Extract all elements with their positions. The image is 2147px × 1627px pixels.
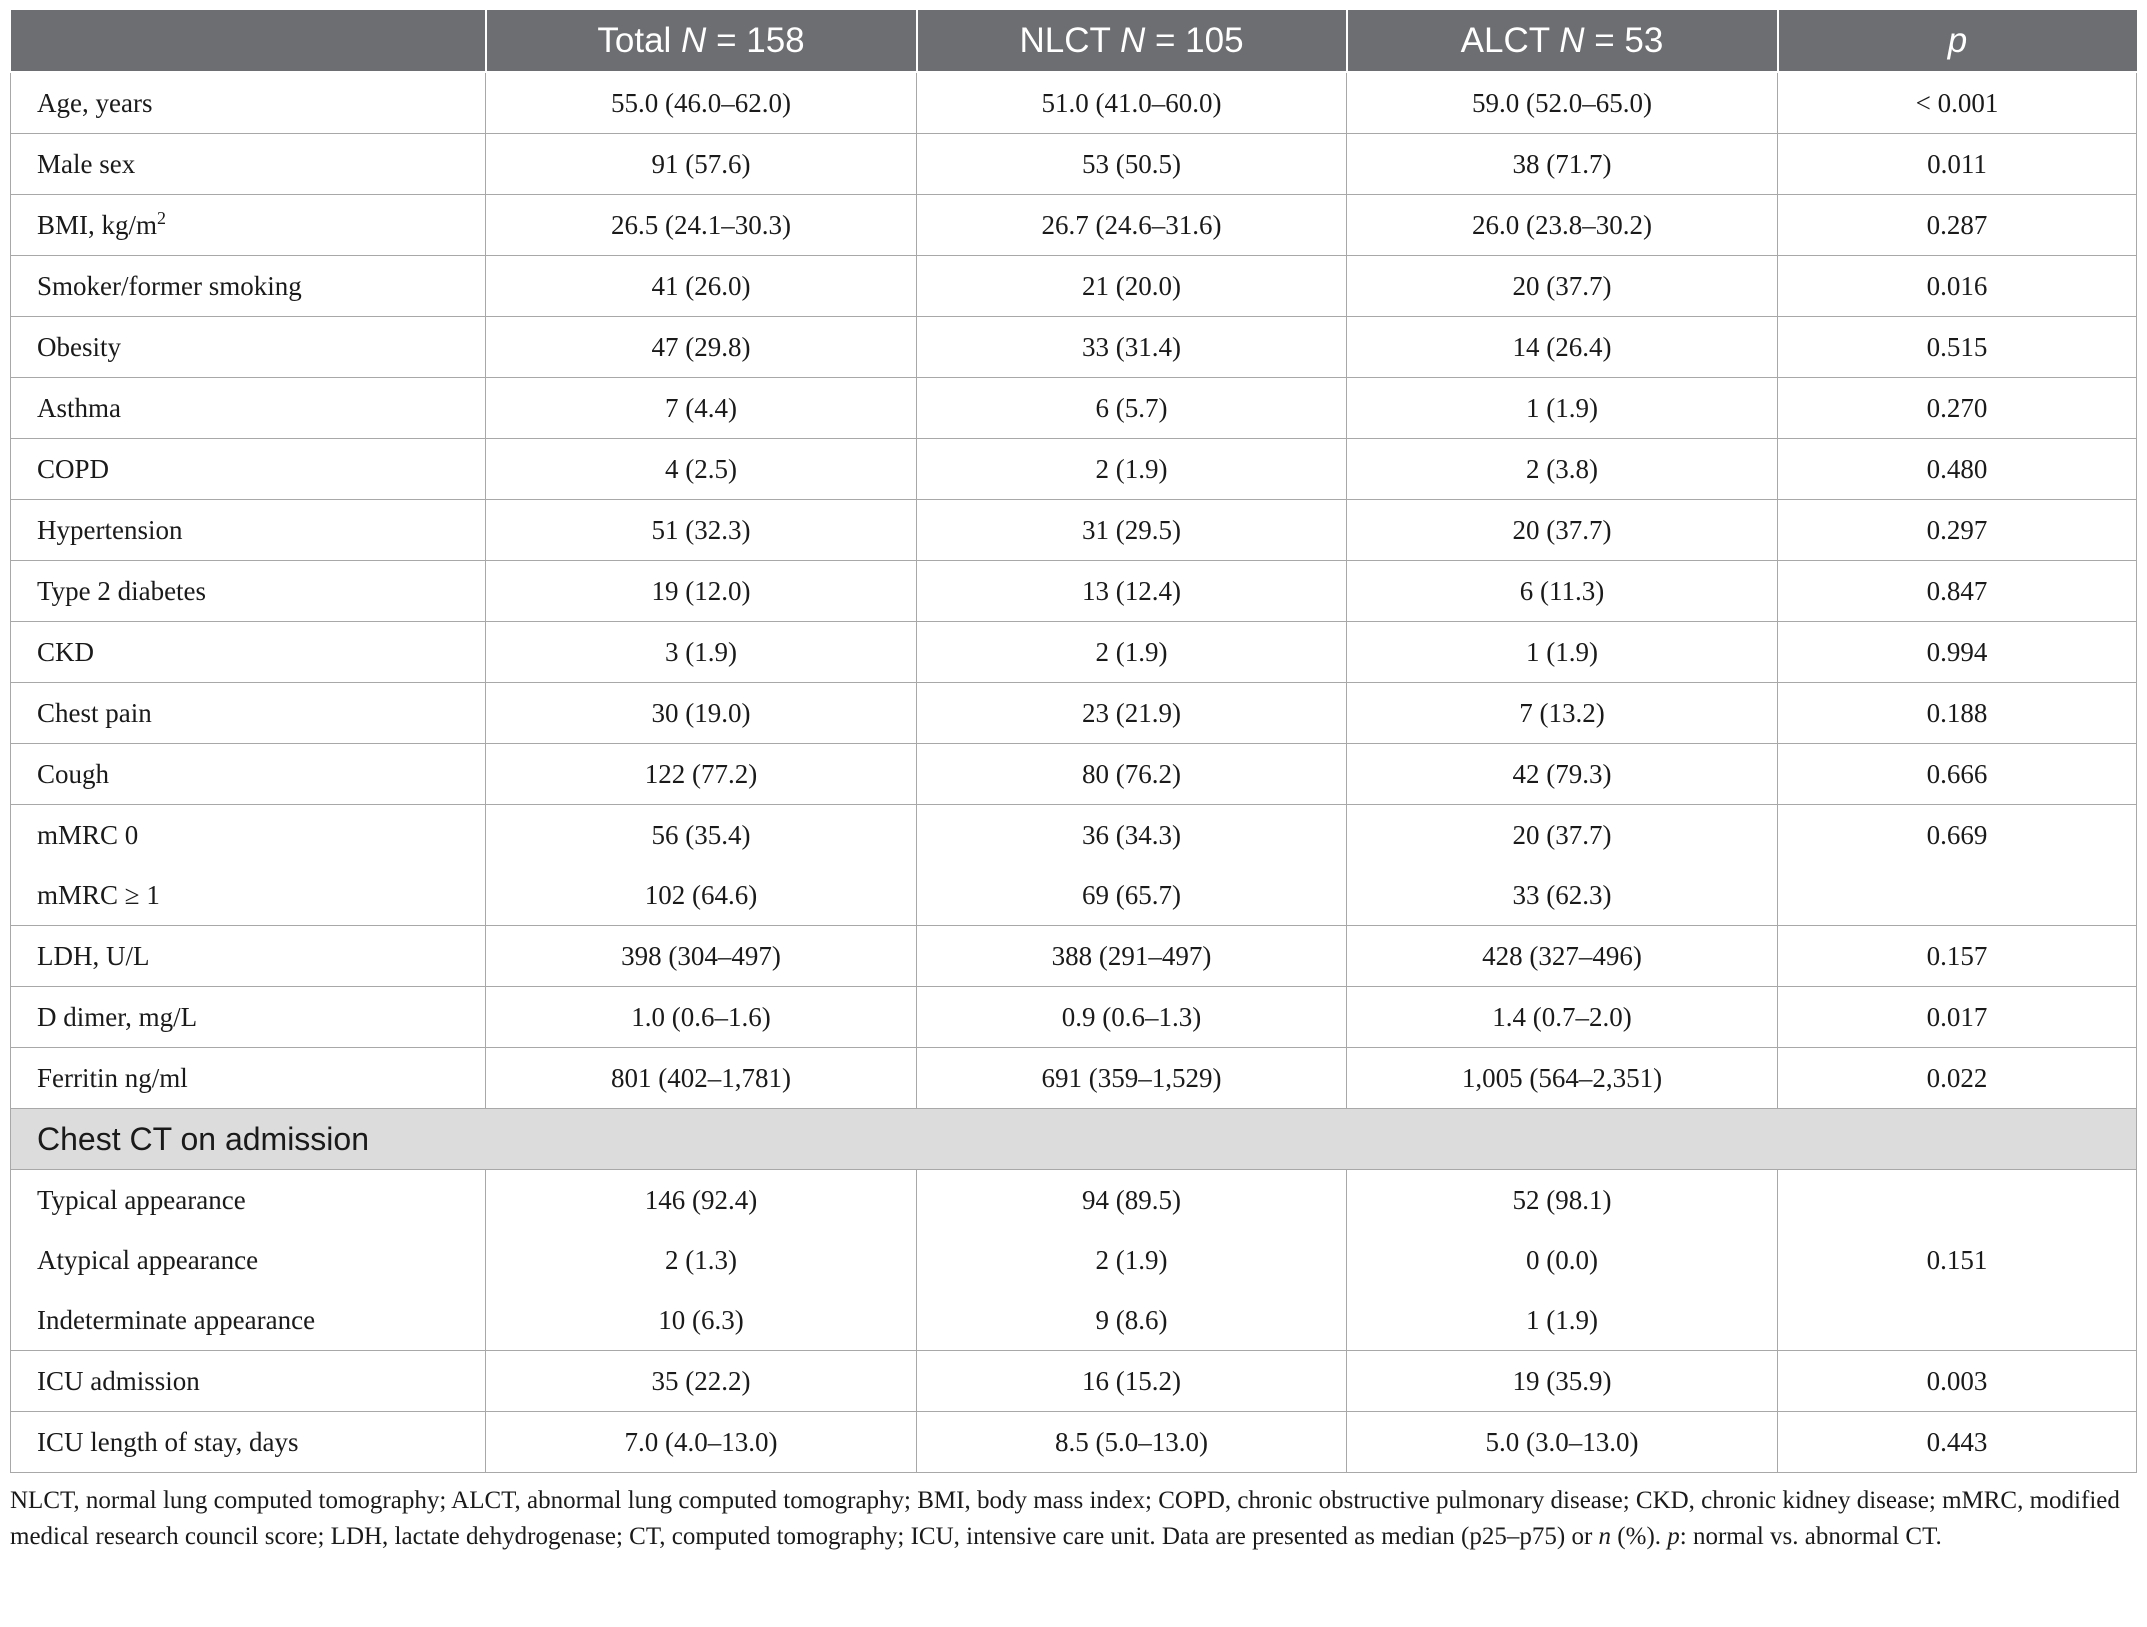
cell-nlct: 691 (359–1,529) — [917, 1048, 1347, 1109]
table-row-mmrc — [11, 805, 2137, 866]
cell-alct: 6 (11.3) — [1347, 561, 1778, 622]
cell-total: 35 (22.2) — [486, 1351, 917, 1412]
cell-total: 801 (402–1,781) — [486, 1048, 917, 1109]
cell-p: 0.847 — [1778, 561, 2137, 622]
row-label-text: BMI, kg/m — [37, 209, 158, 240]
cell-total: 91 (57.6) — [486, 134, 917, 195]
header-total-prefix: Total — [597, 20, 672, 60]
table-row — [11, 1412, 2137, 1473]
cell-p: 0.669 — [1778, 805, 2137, 866]
cell-total: 3 (1.9) — [486, 622, 917, 683]
table-row — [11, 72, 2137, 134]
cell-nlct: 80 (76.2) — [917, 744, 1347, 805]
table-row — [11, 1351, 2137, 1412]
row-label: mMRC 0 — [11, 805, 486, 866]
footnote-part1: NLCT, normal lung computed tomography; ALCT, abnormal lung computed tomography; BMI, body mass index; COPD, chronic obstructive pulmonary disease; CKD, chronic kidney disease; mMRC, modified medical research council score; LDH, lactate dehydrogenase; CT, computed tomography; ICU, intensive care unit. Data are presented as median (p25–p75) or — [10, 1487, 2120, 1550]
cell-total: 1.0 (0.6–1.6) — [486, 987, 917, 1048]
table-row-ct — [11, 1170, 2137, 1231]
header-total-n-symbol: N — [681, 20, 707, 60]
table-row-mmrc — [11, 865, 2137, 926]
row-label: Typical appearance — [11, 1170, 486, 1231]
cell-p: 0.017 — [1778, 987, 2137, 1048]
cell-alct: 42 (79.3) — [1347, 744, 1778, 805]
cell-alct: 59.0 (52.0–65.0) — [1347, 72, 1778, 134]
cell-alct: 1 (1.9) — [1347, 622, 1778, 683]
cell-alct: 1,005 (564–2,351) — [1347, 1048, 1778, 1109]
cell-p: 0.515 — [1778, 317, 2137, 378]
cell-nlct: 53 (50.5) — [917, 134, 1347, 195]
table-row — [11, 500, 2137, 561]
cell-p-empty — [1778, 865, 2137, 926]
header-label-column — [11, 10, 486, 72]
cell-alct: 20 (37.7) — [1347, 805, 1778, 866]
table-row — [11, 926, 2137, 987]
cell-total: 47 (29.8) — [486, 317, 917, 378]
header-alct-n-symbol: N — [1559, 20, 1585, 60]
table-row — [11, 683, 2137, 744]
footnote-part3: : normal vs. abnormal CT. — [1679, 1523, 1942, 1550]
row-label: Type 2 diabetes — [11, 561, 486, 622]
cell-p: 0.480 — [1778, 439, 2137, 500]
row-label: D dimer, mg/L — [11, 987, 486, 1048]
cell-alct: 26.0 (23.8–30.2) — [1347, 195, 1778, 256]
table-row — [11, 439, 2137, 500]
section-row-chest-ct — [11, 1109, 2137, 1170]
cell-p: 0.270 — [1778, 378, 2137, 439]
row-label: Indeterminate appearance — [11, 1290, 486, 1351]
header-nlct-n: = 105 — [1154, 20, 1244, 60]
cell-nlct: 21 (20.0) — [917, 256, 1347, 317]
cell-nlct: 33 (31.4) — [917, 317, 1347, 378]
header-row — [11, 10, 2137, 72]
cell-total: 122 (77.2) — [486, 744, 917, 805]
cell-nlct: 31 (29.5) — [917, 500, 1347, 561]
row-label: Cough — [11, 744, 486, 805]
cell-p: 0.287 — [1778, 195, 2137, 256]
table-row — [11, 195, 2137, 256]
cell-total: 2 (1.3) — [486, 1230, 917, 1290]
row-label-superscript: 2 — [157, 207, 167, 228]
cell-nlct: 13 (12.4) — [917, 561, 1347, 622]
cell-p: 0.297 — [1778, 500, 2137, 561]
cell-alct: 52 (98.1) — [1347, 1170, 1778, 1231]
cell-total: 30 (19.0) — [486, 683, 917, 744]
header-nlct-prefix: NLCT — [1019, 20, 1111, 60]
row-label: Smoker/former smoking — [11, 256, 486, 317]
row-label: Age, years — [11, 72, 486, 134]
row-label: ICU length of stay, days — [11, 1412, 486, 1473]
cell-alct: 0 (0.0) — [1347, 1230, 1778, 1290]
cell-p: 0.016 — [1778, 256, 2137, 317]
table-row — [11, 561, 2137, 622]
cell-p: < 0.001 — [1778, 72, 2137, 134]
cell-total: 56 (35.4) — [486, 805, 917, 866]
cell-total: 51 (32.3) — [486, 500, 917, 561]
row-label: CKD — [11, 622, 486, 683]
table-row — [11, 256, 2137, 317]
cell-p: 0.994 — [1778, 622, 2137, 683]
table-row — [11, 134, 2137, 195]
cell-nlct: 2 (1.9) — [917, 622, 1347, 683]
cell-total: 7 (4.4) — [486, 378, 917, 439]
header-p-label: p — [1947, 20, 1968, 60]
table-container — [10, 10, 2136, 1555]
cell-nlct: 23 (21.9) — [917, 683, 1347, 744]
row-label: Hypertension — [11, 500, 486, 561]
characteristics-table — [10, 10, 2137, 1473]
cell-alct: 38 (71.7) — [1347, 134, 1778, 195]
cell-nlct: 16 (15.2) — [917, 1351, 1347, 1412]
cell-nlct: 94 (89.5) — [917, 1170, 1347, 1231]
cell-p: 0.011 — [1778, 134, 2137, 195]
cell-nlct: 0.9 (0.6–1.3) — [917, 987, 1347, 1048]
cell-nlct: 6 (5.7) — [917, 378, 1347, 439]
row-label: LDH, U/L — [11, 926, 486, 987]
footnote-n-symbol: n — [1598, 1523, 1612, 1550]
table-row — [11, 987, 2137, 1048]
cell-alct: 428 (327–496) — [1347, 926, 1778, 987]
cell-alct: 14 (26.4) — [1347, 317, 1778, 378]
cell-total: 398 (304–497) — [486, 926, 917, 987]
cell-nlct: 9 (8.6) — [917, 1290, 1347, 1351]
cell-nlct: 26.7 (24.6–31.6) — [917, 195, 1347, 256]
cell-alct: 1 (1.9) — [1347, 1290, 1778, 1351]
cell-alct: 20 (37.7) — [1347, 256, 1778, 317]
header-total — [486, 10, 917, 72]
header-nlct-n-symbol: N — [1119, 20, 1146, 60]
footnote-p-symbol: p — [1667, 1523, 1680, 1550]
cell-total: 26.5 (24.1–30.3) — [486, 195, 917, 256]
cell-p: 0.151 — [1778, 1170, 2137, 1351]
row-label: Asthma — [11, 378, 486, 439]
cell-alct: 19 (35.9) — [1347, 1351, 1778, 1412]
row-label: ICU admission — [11, 1351, 486, 1412]
table-row — [11, 744, 2137, 805]
header-alct — [1347, 10, 1778, 72]
cell-p: 0.022 — [1778, 1048, 2137, 1109]
cell-alct: 2 (3.8) — [1347, 439, 1778, 500]
cell-alct: 33 (62.3) — [1347, 865, 1778, 926]
row-label: Chest pain — [11, 683, 486, 744]
table-row — [11, 622, 2137, 683]
row-label: Atypical appearance — [11, 1230, 486, 1290]
cell-nlct: 388 (291–497) — [917, 926, 1347, 987]
cell-nlct: 2 (1.9) — [917, 1230, 1347, 1290]
row-label — [11, 195, 486, 256]
table-row — [11, 378, 2137, 439]
table-footnote — [10, 1483, 2136, 1555]
cell-p: 0.003 — [1778, 1351, 2137, 1412]
cell-total: 7.0 (4.0–13.0) — [486, 1412, 917, 1473]
cell-alct: 5.0 (3.0–13.0) — [1347, 1412, 1778, 1473]
row-label: Ferritin ng/ml — [11, 1048, 486, 1109]
cell-alct: 1 (1.9) — [1347, 378, 1778, 439]
cell-nlct: 36 (34.3) — [917, 805, 1347, 866]
cell-alct: 20 (37.7) — [1347, 500, 1778, 561]
row-label: Male sex — [11, 134, 486, 195]
cell-alct: 7 (13.2) — [1347, 683, 1778, 744]
header-total-n: = 158 — [716, 20, 805, 60]
cell-total: 19 (12.0) — [486, 561, 917, 622]
cell-p: 0.188 — [1778, 683, 2137, 744]
header-p — [1778, 10, 2137, 72]
cell-total: 102 (64.6) — [486, 865, 917, 926]
row-label: mMRC ≥ 1 — [11, 865, 486, 926]
cell-total: 10 (6.3) — [486, 1290, 917, 1351]
header-alct-prefix: ALCT — [1460, 20, 1550, 60]
header-alct-n: = 53 — [1594, 20, 1664, 60]
cell-total: 55.0 (46.0–62.0) — [486, 72, 917, 134]
cell-p: 0.666 — [1778, 744, 2137, 805]
row-label: COPD — [11, 439, 486, 500]
cell-alct: 1.4 (0.7–2.0) — [1347, 987, 1778, 1048]
cell-total: 4 (2.5) — [486, 439, 917, 500]
footnote-part2: (%). — [1611, 1523, 1668, 1550]
header-nlct — [917, 10, 1347, 72]
cell-nlct: 51.0 (41.0–60.0) — [917, 72, 1347, 134]
cell-total: 41 (26.0) — [486, 256, 917, 317]
cell-nlct: 2 (1.9) — [917, 439, 1347, 500]
table-row — [11, 1048, 2137, 1109]
table-row — [11, 317, 2137, 378]
cell-p: 0.443 — [1778, 1412, 2137, 1473]
cell-total: 146 (92.4) — [486, 1170, 917, 1231]
section-title: Chest CT on admission — [11, 1109, 2137, 1170]
cell-nlct: 69 (65.7) — [917, 865, 1347, 926]
row-label: Obesity — [11, 317, 486, 378]
cell-nlct: 8.5 (5.0–13.0) — [917, 1412, 1347, 1473]
cell-p: 0.157 — [1778, 926, 2137, 987]
